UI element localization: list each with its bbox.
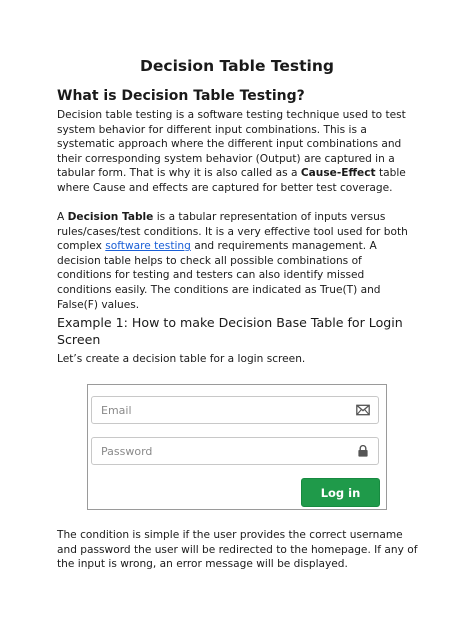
email-field <box>91 396 379 424</box>
cause-effect-term: Cause-Effect <box>300 167 376 180</box>
paragraph-example-intro: Let’s create a decision table for a login screen. <box>57 353 306 365</box>
decision-table-term: Decision Table <box>67 211 154 223</box>
paragraph-definition-text-b: table where Cause and effects are captured for better test coverage. <box>57 167 406 194</box>
paragraph-definition <box>57 108 419 196</box>
password-input[interactable] <box>92 438 342 464</box>
email-input[interactable] <box>92 397 342 423</box>
paragraph-decision-table-text-c: and requirements management. A decision table helps to check all possible combinations of conditions for testing and testers can also identify missed conditions easily. The conditions are indicated as True(T) and False(F) values. <box>57 240 381 311</box>
login-button[interactable]: Log in <box>301 478 380 507</box>
section-heading-example: Example 1: How to make Decision Base Table for Login Screen <box>57 315 403 347</box>
password-field <box>91 437 379 465</box>
lock-icon <box>356 445 370 457</box>
document-title: Decision Table Testing <box>140 57 334 75</box>
paragraph-closing: The condition is simple if the user provides the correct username and password the user will be redirected to the homepage. If any of the input is wrong, an error message will be displayed. <box>57 529 418 571</box>
envelope-icon <box>356 404 370 416</box>
software-testing-link[interactable]: software testing <box>105 240 191 253</box>
paragraph-definition-text-a: Decision table testing is a software testing technique used to test system behavior for different input combinations. This is a systematic approach where the different input combinations and their corresponding system behavior (Output) are captured in a tabular form. That is why it is also called as a <box>57 109 406 180</box>
paragraph-decision-table <box>57 210 419 312</box>
section-heading-what-is: What is Decision Table Testing? <box>57 88 305 104</box>
login-form-illustration <box>87 384 387 510</box>
paragraph-decision-table-text-b: is a tabular representation of inputs versus rules/cases/test conditions. It is a very effective tool used for both complex <box>57 211 408 253</box>
paragraph-decision-table-text-a: A <box>57 211 68 223</box>
